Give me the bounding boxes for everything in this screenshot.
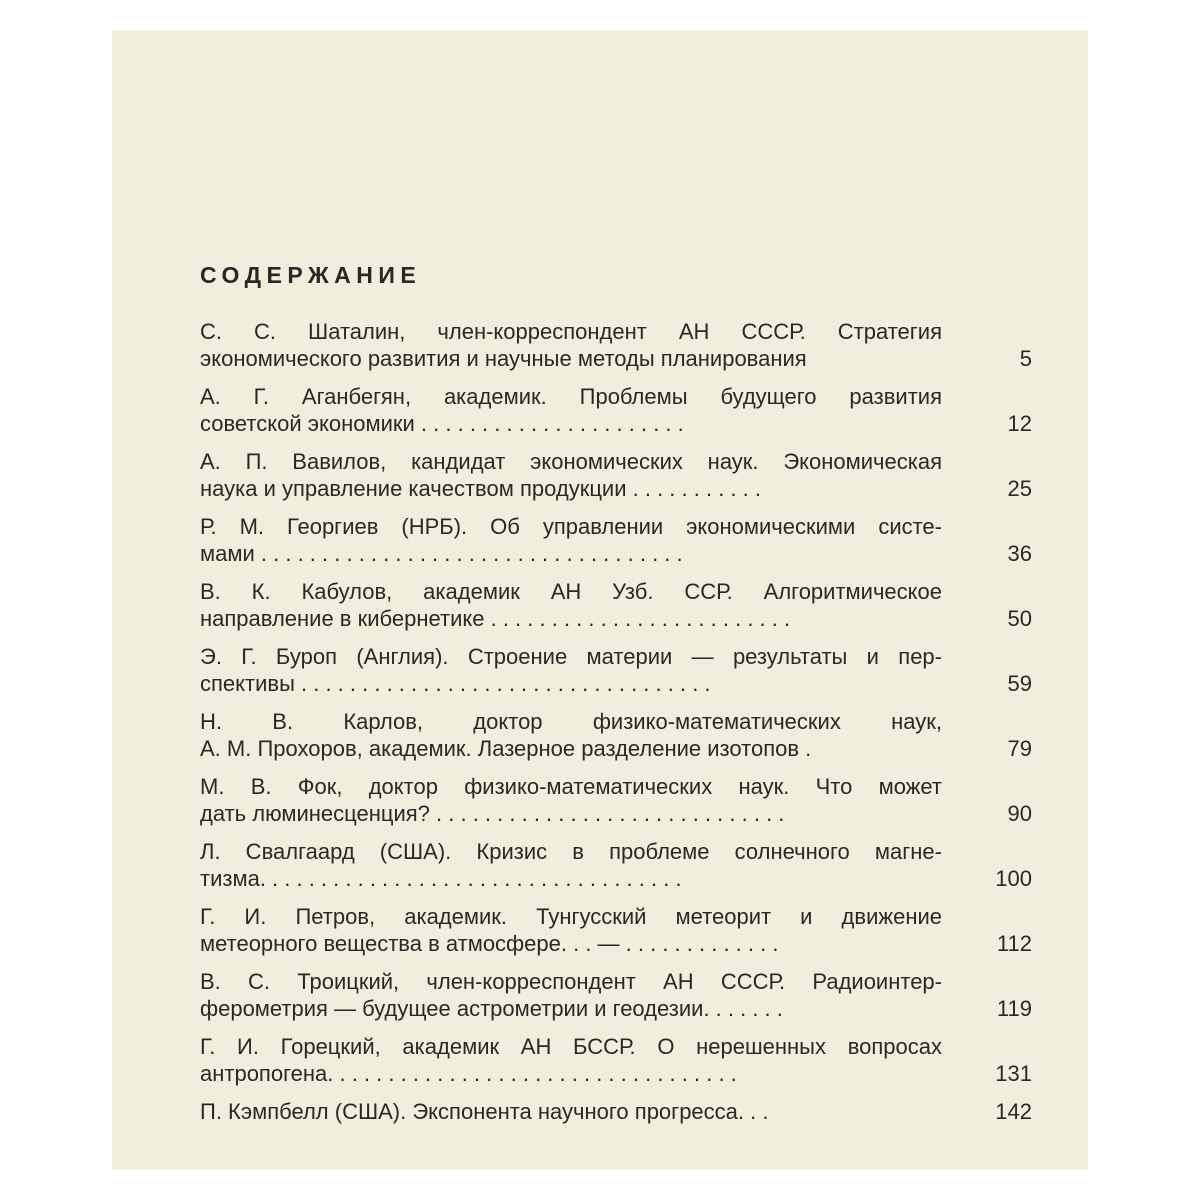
dot-leader: . . . . . . . . . . . . . . . . . . . . . . <box>414 411 684 436</box>
toc-entry <box>200 838 1032 892</box>
page-number: 90 <box>1007 801 1032 826</box>
dot-leader: . <box>799 736 812 761</box>
toc-entry-text: антропогена <box>200 1061 328 1086</box>
page-number: 142 <box>995 1099 1032 1124</box>
toc-entry <box>200 448 1032 502</box>
toc-entry-line <box>200 735 942 762</box>
toc-entry-text: ферометрия — будущее астрометрии и геодезии <box>200 996 704 1021</box>
page-number: 119 <box>996 996 1032 1021</box>
toc-entry-line <box>200 540 942 567</box>
dot-leader: . . . . . . . . . . . . . . . . . . . . . . . . . . . . . . . . . . <box>327 1061 737 1086</box>
toc-entry-text: А. М. Прохоров, академик. Лазерное разделение изотопов <box>200 736 800 761</box>
toc-entry-line <box>200 345 942 372</box>
contents-heading: СОДЕРЖАНИЕ <box>200 262 422 288</box>
toc-entry-line <box>200 800 942 827</box>
toc-entry-line: Г. И. Петров, академик. Тунгусский метеорит и движение <box>200 904 942 929</box>
toc-entry <box>200 513 1032 567</box>
toc-entry-line: Г. И. Горецкий, академик АН БССР. О нерешенных вопросах <box>200 1034 942 1059</box>
dot-leader: . . . . . . . . . . . . . . . . . . . . . . . . . . . . . . . . . . . <box>259 866 682 891</box>
toc-entry-text: направление в кибернетике <box>200 606 485 631</box>
toc-entry-line <box>200 865 942 892</box>
toc-entry-line: Э. Г. Буроп (Англия). Строение материи — результаты и пер- <box>200 644 942 669</box>
toc-entry <box>200 318 1032 372</box>
page-number: 36 <box>1007 541 1032 566</box>
toc-entry <box>200 578 1032 632</box>
toc-entry-line <box>200 605 942 632</box>
dot-leader: . . . . . . . . . . . . . . . . . . . . . . . . . . . . . . . . . . <box>294 671 711 696</box>
dot-leader: . . . . . . . . . . . <box>626 476 761 501</box>
page-number: 50 <box>1007 606 1032 631</box>
toc-entry-text: метеорного вещества в атмосфере <box>200 931 561 956</box>
toc-entry-line: Н. В. Карлов, доктор физико-математических наук, <box>200 709 942 734</box>
toc-entry-line: В. К. Кабулов, академик АН Узб. ССР. Алгоритмическое <box>200 579 942 604</box>
toc-entry-line <box>200 930 942 957</box>
page-number: 79 <box>1007 736 1032 761</box>
dot-leader: . . . . . . . <box>703 996 783 1021</box>
toc-entry-line: А. Г. Аганбегян, академик. Проблемы будущего развития <box>200 384 942 409</box>
toc-entry <box>200 903 1032 957</box>
toc-entry <box>200 383 1032 437</box>
dot-leader: . . . <box>737 1099 769 1124</box>
page-number: 25 <box>1007 476 1032 501</box>
table-of-contents <box>200 318 1032 1136</box>
dot-leader: . . . . . . . . . . . . . . . . . . . . . . . . . . . . . . . . . . . <box>254 541 683 566</box>
toc-entry-line <box>200 1098 942 1125</box>
dot-leader: . . . . . . . . . . . . . . . . . . . . . . . . . <box>484 606 791 631</box>
toc-entry <box>200 708 1032 762</box>
toc-entry <box>200 1033 1032 1087</box>
toc-entry-line: Р. М. Георгиев (НРБ). Об управлении экономическими систе- <box>200 514 942 539</box>
toc-entry-line <box>200 475 942 502</box>
dot-leader: . . . — . . . . . . . . . . . . . <box>560 931 779 956</box>
toc-entry-text: мами <box>200 541 255 566</box>
toc-entry <box>200 968 1032 1022</box>
toc-entry-line: Л. Свалгаард (США). Кризис в проблеме солнечного магне- <box>200 839 942 864</box>
toc-entry-text: П. Кэмпбелл (США). Экспонента научного прогресса <box>200 1099 738 1124</box>
toc-entry-line: А. П. Вавилов, кандидат экономических наук. Экономическая <box>200 449 942 474</box>
toc-entry <box>200 773 1032 827</box>
toc-entry-line <box>200 670 942 697</box>
toc-entry <box>200 643 1032 697</box>
page-number: 59 <box>1007 671 1032 696</box>
toc-entry-line: С. С. Шаталин, член-корреспондент АН СССР. Стратегия <box>200 319 942 344</box>
dot-leader: . . . . . . . . . . . . . . . . . . . . . . . . . . . . . <box>429 801 785 826</box>
toc-entry-text: спективы <box>200 671 295 696</box>
page-number: 131 <box>995 1061 1032 1086</box>
toc-entry-text: тизма <box>200 866 260 891</box>
toc-entry <box>200 1098 1032 1125</box>
toc-entry-text: экономического развития и научные методы планирования <box>200 346 807 371</box>
toc-entry-line <box>200 410 942 437</box>
toc-entry-text: дать люминесценция? <box>200 801 430 826</box>
toc-entry-line <box>200 995 942 1022</box>
toc-entry-line <box>200 1060 942 1087</box>
page-number: 112 <box>996 931 1032 956</box>
toc-entry-text: наука и управление качеством продукции <box>200 476 627 501</box>
toc-entry-line: М. В. Фок, доктор физико-математических наук. Что может <box>200 774 942 799</box>
page-number: 12 <box>1007 411 1032 436</box>
toc-entry-text: советской экономики <box>200 411 415 436</box>
toc-entry-line: В. С. Троицкий, член-корреспондент АН СССР. Радиоинтер- <box>200 969 942 994</box>
page-number: 100 <box>995 866 1032 891</box>
page-number: 5 <box>1019 346 1032 371</box>
